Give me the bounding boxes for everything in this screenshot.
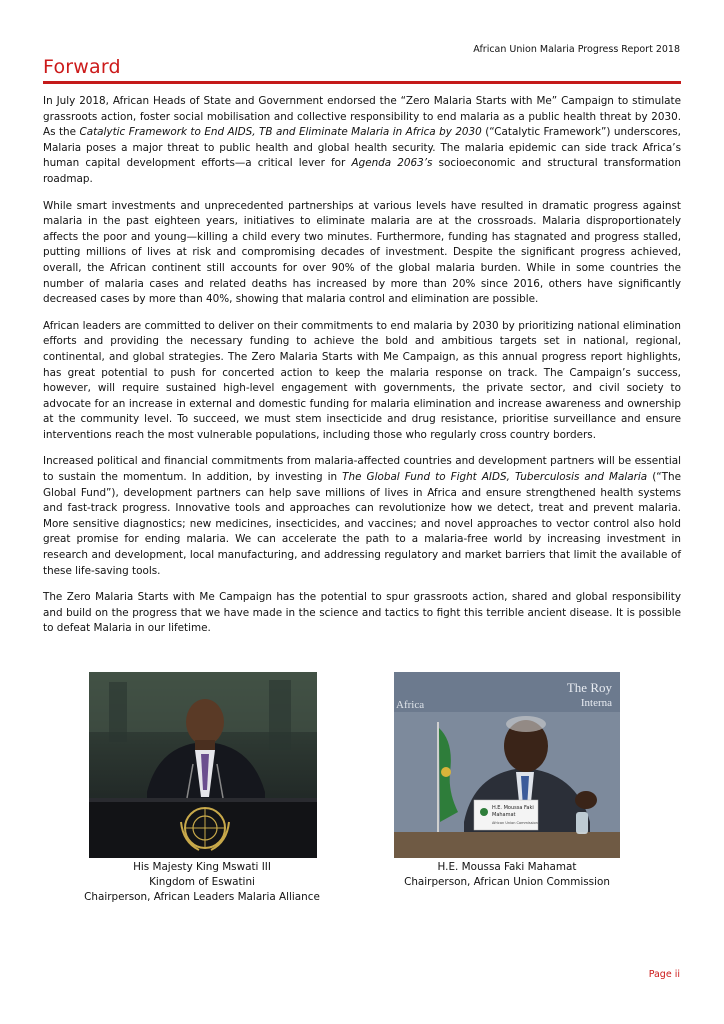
nameplate-org: African Union Commission (492, 821, 538, 825)
page-number: Page ii (648, 969, 680, 980)
caption-king-mswati (43, 860, 361, 905)
photo-moussa-faki-mahamat (394, 672, 620, 858)
body-text (43, 94, 681, 648)
global-fund-title: The Global Fund to Fight AIDS, Tuberculosis and Malaria (342, 471, 648, 484)
agenda-2063-title: Agenda 2063’s (351, 157, 433, 170)
nameplate-name-2: Mahamat (492, 812, 516, 818)
nameplate (474, 800, 538, 830)
paragraph-2: While smart investments and unprecedented partnerships at various levels have resulted in dramatic progress against malaria in the past eighteen years, initiatives to eliminate malaria are at the crossroads. Malaria disproportionately affects the poor and young—killing a child every two minutes. Furthermore, funding has stagnated and progress stalled, putting millions of lives at risk and compromising decades of investment. Despite the significant progress achieved, overall, the African continent still accounts for over 90% of the global malaria burden. While in some countries the number of malaria cases and related deaths has increased by more than 20% since 2016, others have significantly decreased cases by more than 40%, showing that malaria control and elimination are possible. (43, 199, 681, 306)
caption-name: H.E. Moussa Faki Mahamat (437, 861, 577, 873)
paragraph-5: The Zero Malaria Starts with Me Campaign has the potential to spur grassroots action, shared and global responsibility and build on the progress that we have made in the science and tactics to fight this terrible ancient disease. It is possible to defeat Malaria in our lifetime. (43, 591, 681, 635)
nameplate-name: H.E. Moussa Faki (492, 805, 534, 811)
paragraph-4: Increased political and financial commitments from malaria-affected countries and development partners will be essential to sustain the momentum. In addition, by investing in The Global Fund to Fight AIDS, Tuberculosis and Malaria (“The Global Fund”), development partners can help save millions of lives in Africa and ensure strengthened health systems and fast-track progress. Innovative tools and approaches can revolutionize how we detect, treat and prevent malaria. More sensitive diagnostics; new medicines, insecticides, and vaccines; and novel approaches to vector control also hold great promise for ending malaria. We can accelerate the path to a malaria-free world by increasing investment in research and development, local manufacturing, and addressing regulatory and market barriers that limit the available of these life-saving tools. (43, 455, 681, 577)
backdrop-text-3: Africa (396, 699, 425, 711)
caption-country: Kingdom of Eswatini (149, 876, 255, 888)
caption-role: Chairperson, African Union Commission (404, 876, 610, 888)
backdrop-text-2: Interna (580, 697, 612, 709)
caption-role: Chairperson, African Leaders Malaria Alliance (84, 891, 320, 903)
paragraph-1: In July 2018, African Heads of State and Government endorsed the “Zero Malaria Starts with Me” Campaign to stimulate grassroots action, foster social mobilisation and collective responsibility to end malaria as a public health threat by 2030. As the Catalytic Framework to End AIDS, TB and Eliminate Malaria in Africa by 2030 (“Catalytic Framework”) underscores, Malaria poses a major threat to public health and global health security. The malaria epidemic can side track Africa’s human capital development efforts—a critical lever for Agenda 2063’s socioeconomic and structural transformation roadmap. (43, 95, 682, 185)
photo-king-mswati (89, 672, 317, 858)
page-title: Forward (43, 56, 121, 78)
backdrop-text-1: The Roy (566, 680, 612, 695)
catalytic-framework-title: Catalytic Framework to End AIDS, TB and Eliminate Malaria in Africa by 2030 (79, 126, 482, 139)
caption-moussa-faki-mahamat (367, 860, 647, 890)
caption-name: His Majesty King Mswati III (133, 861, 271, 873)
paragraph-3: African leaders are committed to deliver on their commitments to end malaria by 2030 by prioritizing national elimination efforts and providing the necessary funding to achieve the bold and ambitious targets set in national, regional, continental, and global strategies. The Zero Malaria Starts with Me Campaign, as this annual progress report highlights, has great potential to push for concerted action to keep the malaria response on track. The Campaign’s success, however, will require sustained high-level engagement with governments, the private sector, and civil society to advocate for an increase in external and domestic funding for malaria elimination and increase awareness and ownership at the community level. To succeed, we must stem insecticide and drug resistance, prioritise surveillance and ensure interventions reach the most vulnerable populations, including those who regularly cross country borders. (43, 319, 681, 441)
title-divider (43, 81, 681, 84)
report-header-title: African Union Malaria Progress Report 2018 (473, 44, 680, 55)
